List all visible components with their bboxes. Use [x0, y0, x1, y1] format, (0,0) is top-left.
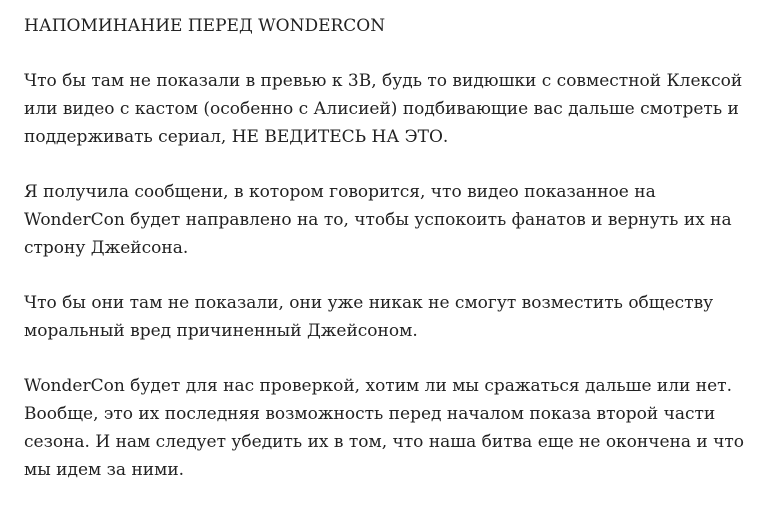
paragraph-line: строну Джейсона.: [24, 238, 189, 258]
paragraph-line: Что бы они там не показали, они уже никак не смогут возместить обществу: [24, 293, 714, 313]
paragraph-line: Что бы там не показали в превью к 3B, будь то видюшки с совместной Клексой: [24, 71, 743, 91]
paragraph-line: WonderCon будет направлено на то, чтобы успокоить фанатов и вернуть их на: [24, 210, 732, 230]
paragraph-2: [24, 178, 764, 262]
paragraph-line: Я получила сообщени, в котором говорится, что видео показанное на: [24, 182, 656, 202]
paragraph-line: мы идем за ними.: [24, 460, 185, 480]
paragraph-line: Вообще, это их последняя возможность перед началом показа второй части: [24, 404, 716, 424]
paragraph-4: [24, 372, 764, 484]
paragraph-line: сезона. И нам следует убедить их в том, что наша битва еще не окончена и что: [24, 432, 745, 452]
paragraph-line: моральный вред причиненный Джейсоном.: [24, 321, 418, 341]
paragraph-1: [24, 67, 764, 151]
paragraph-3: [24, 289, 764, 345]
post-title: НАПОМИНАНИЕ ПЕРЕД WONDERCON: [24, 16, 386, 36]
paragraph-line: поддерживать сериал, НЕ ВЕДИТЕСЬ НА ЭТО.: [24, 127, 449, 147]
paragraph-line: WonderCon будет для нас проверкой, хотим ли мы сражаться дальше или нет.: [24, 376, 732, 396]
post-body: [24, 12, 764, 511]
paragraph-line: или видео с кастом (особенно с Алисией) подбивающие вас дальше смотреть и: [24, 99, 739, 119]
